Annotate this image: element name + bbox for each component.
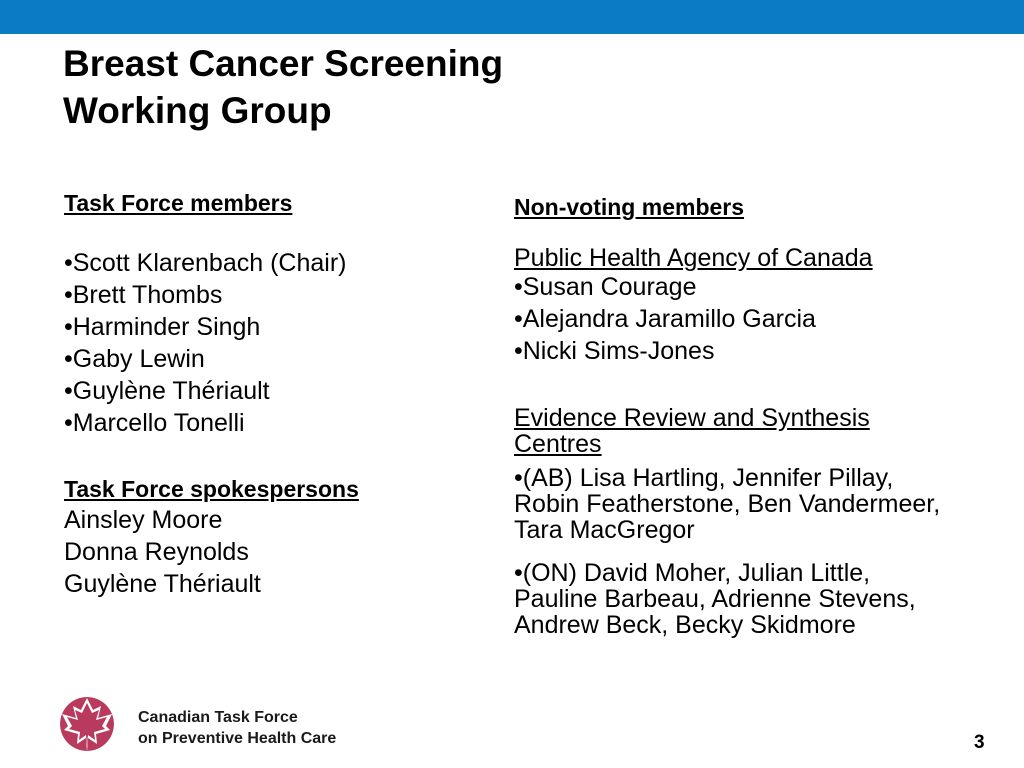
ctfphc-logo	[52, 694, 352, 754]
phac-heading: Public Health Agency of Canada	[514, 244, 873, 272]
list-item: •Alejandra Jaramillo Garcia	[514, 305, 816, 333]
list-item: •Marcello Tonelli	[64, 409, 245, 437]
list-item: •Scott Klarenbach (Chair)	[64, 249, 347, 277]
list-item: •Susan Courage	[514, 273, 697, 301]
list-item: Guylène Thériault	[64, 570, 261, 598]
list-item: •Harminder Singh	[64, 313, 261, 341]
task-force-members-list	[64, 247, 484, 439]
logo-text-line1: Canadian Task Force	[138, 709, 298, 726]
list-item: Tara MacGregor	[514, 516, 695, 544]
list-item: •Brett Thombs	[64, 281, 223, 309]
task-force-spokespersons-heading: Task Force spokespersons	[64, 476, 359, 502]
top-banner	[0, 0, 1024, 34]
ersc-heading-line1: Evidence Review and Synthesis	[514, 404, 870, 432]
list-item: Andrew Beck, Becky Skidmore	[514, 611, 856, 639]
list-item: Pauline Barbeau, Adrienne Stevens,	[514, 585, 916, 613]
slide-title	[63, 40, 503, 134]
list-item: •Gaby Lewin	[64, 345, 205, 373]
right-column	[514, 192, 994, 638]
task-force-spokespersons-list	[64, 504, 484, 600]
list-item: •Guylène Thériault	[64, 377, 270, 405]
list-item: •(ON) David Moher, Julian Little,	[514, 559, 871, 587]
phac-members-list	[514, 271, 994, 367]
non-voting-members-heading: Non-voting members	[514, 194, 745, 220]
task-force-members-heading: Task Force members	[64, 190, 293, 216]
ab-centre-list	[514, 465, 994, 543]
slide-title-line1: Breast Cancer Screening	[63, 43, 504, 84]
on-centre-list	[514, 560, 994, 638]
left-column	[64, 188, 484, 600]
logo-text	[138, 707, 336, 749]
list-item: Ainsley Moore	[64, 506, 223, 534]
ersc-heading	[514, 405, 994, 457]
page-number: 3	[974, 732, 985, 753]
list-item: •Nicki Sims-Jones	[514, 337, 715, 365]
maple-leaf-circle-icon	[52, 694, 122, 752]
ersc-heading-line2: Centres	[514, 430, 602, 458]
list-item: Robin Featherstone, Ben Vandermeer,	[514, 490, 941, 518]
slide-title-line2: Working Group	[63, 90, 332, 131]
list-item: •(AB) Lisa Hartling, Jennifer Pillay,	[514, 464, 894, 492]
logo-text-line2: on Preventive Health Care	[138, 730, 337, 747]
list-item: Donna Reynolds	[64, 538, 249, 566]
